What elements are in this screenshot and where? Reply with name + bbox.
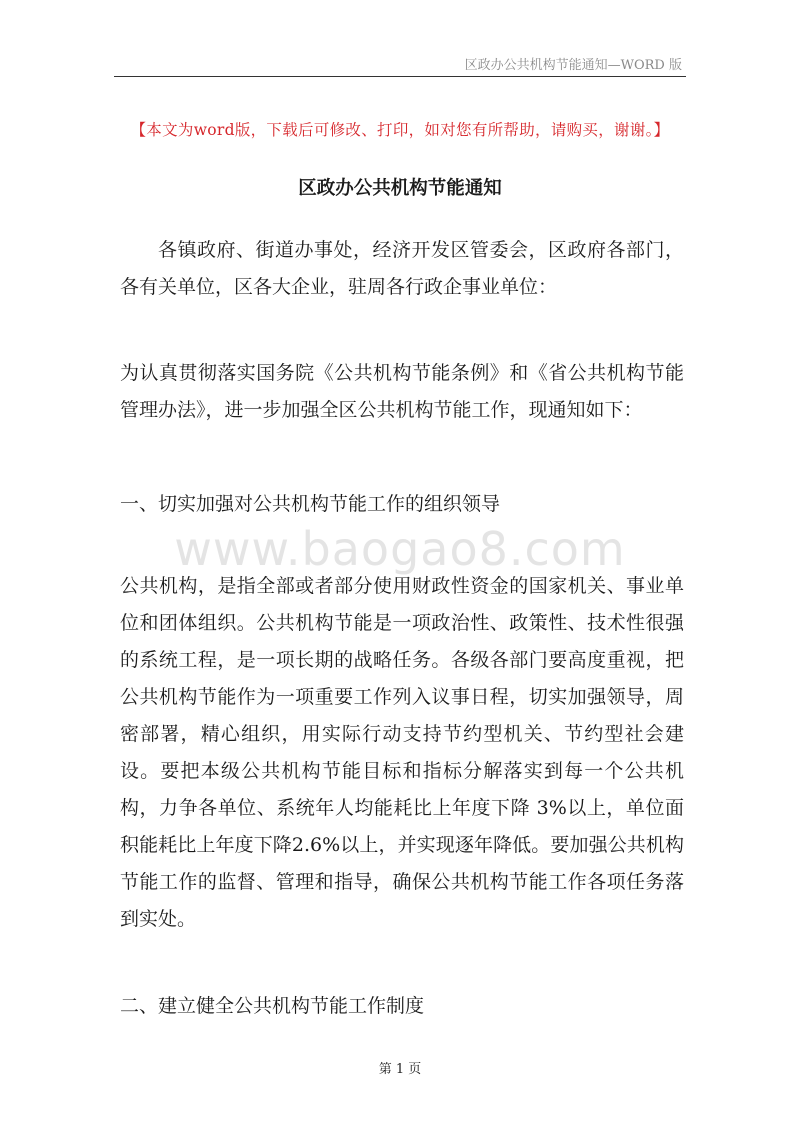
header-divider (114, 76, 686, 77)
purchase-notice: 【本文为word版，下载后可修改、打印，如对您有所帮助，请购买，谢谢。】 (130, 121, 670, 139)
section-heading-1-text: 一、切实加强对公共机构节能工作的组织领导 (120, 493, 501, 515)
running-header: 区政办公共机构节能通知—WORD 版 (464, 58, 682, 73)
intro-paragraph (120, 355, 684, 429)
section-heading-1 (120, 486, 684, 523)
salutation-text: 各镇政府、街道办事处，经济开发区管委会，区政府各部门，各有关单位，区各大企业，驻周各行政企事业单位： (120, 239, 684, 298)
page-number: 第 1 页 (378, 1062, 422, 1077)
salutation-paragraph (120, 232, 684, 306)
section-heading-2 (120, 988, 684, 1025)
document-title: 区政办公共机构节能通知 (298, 178, 502, 199)
body-paragraph-1-text: 公共机构，是指全部或者部分使用财政性资金的国家机关、事业单位和团体组织。公共机构节能是一项政治性、政策性、技术性很强的系统工程，是一项长期的战略任务。各级各部门要高度重视，把公共机构节能作为一项重要工作列入议事日程，切实加强领导，周密部署，精心组织，用实际行动支持节约型机关、节约型社会建设。要把本级公共机构节能目标和指标分解落实到每一个公共机构，力争各单位、系统年人均能耗比上年度下降 3%以上，单位面积能耗比上年度下降2.6%以上，并实现逐年降低。要加强公共机构节能工作的监督、管理和指导，确保公共机构节能工作各项任务落到实处。 (120, 575, 684, 930)
watermark: www.baogao8.com (174, 522, 626, 576)
intro-text: 为认真贯彻落实国务院《公共机构节能条例》和《省公共机构节能管理办法》，进一步加强全区公共机构节能工作，现通知如下： (120, 362, 684, 421)
body-paragraph-1 (120, 568, 684, 938)
section-heading-2-text: 二、建立健全公共机构节能工作制度 (120, 995, 425, 1017)
